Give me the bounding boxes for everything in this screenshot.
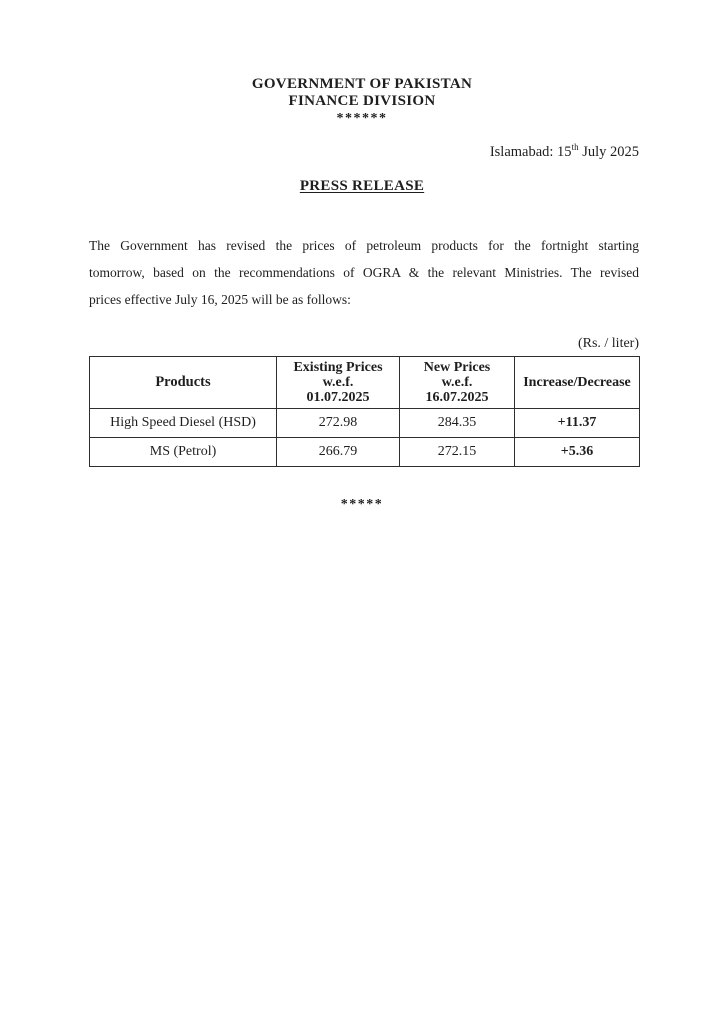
new-price-cell: 272.15 xyxy=(400,438,515,467)
dateline xyxy=(490,144,639,161)
existing-prices-header-cell xyxy=(277,357,400,409)
paragraph-line-3: prices effective July 16, 2025 will be as follows: xyxy=(89,292,351,307)
existing-price-cell: 266.79 xyxy=(277,438,400,467)
change-cell: +11.37 xyxy=(515,409,640,438)
existing-prices-header-line-3: 01.07.2025 xyxy=(306,390,370,405)
division-title: FINANCE DIVISION xyxy=(288,93,436,109)
paragraph-line-1: The Government has revised the prices of petroleum products for the fortnight starting xyxy=(89,238,639,253)
body-paragraph xyxy=(89,232,639,313)
change-cell: +5.36 xyxy=(515,438,640,467)
closing-stars: ***** xyxy=(340,497,384,512)
price-table xyxy=(89,356,640,467)
dateline-ordinal: th xyxy=(571,142,579,153)
product-cell: High Speed Diesel (HSD) xyxy=(90,409,277,438)
header-separator-stars: ****** xyxy=(336,111,388,126)
paragraph-line-2: tomorrow, based on the recommendations of OGRA & the relevant Ministries. The revised xyxy=(89,265,639,280)
dateline-prefix: Islamabad: 15 xyxy=(489,144,572,160)
document-header xyxy=(0,76,724,127)
new-prices-header-line-2: w.e.f. xyxy=(441,375,473,390)
press-release-title-text: PRESS RELEASE xyxy=(299,178,425,194)
table-row xyxy=(90,438,640,467)
government-title: GOVERNMENT OF PAKISTAN xyxy=(251,76,473,92)
new-prices-header-line-1: New Prices xyxy=(423,360,491,375)
press-release-title xyxy=(0,178,724,195)
existing-prices-header-line-1: Existing Prices xyxy=(293,360,383,375)
table-row xyxy=(90,409,640,438)
new-prices-header-line-3: 16.07.2025 xyxy=(425,390,489,405)
product-cell: MS (Petrol) xyxy=(90,438,277,467)
new-price-cell: 284.35 xyxy=(400,409,515,438)
increase-decrease-header-cell: Increase/Decrease xyxy=(515,357,640,409)
unit-label: (Rs. / liter) xyxy=(577,336,639,351)
existing-price-cell: 272.98 xyxy=(277,409,400,438)
existing-prices-header-line-2: w.e.f. xyxy=(322,375,354,390)
products-header-cell: Products xyxy=(90,357,277,409)
table-header-row xyxy=(90,357,640,409)
new-prices-header-cell xyxy=(400,357,515,409)
dateline-suffix: July 2025 xyxy=(578,144,639,160)
